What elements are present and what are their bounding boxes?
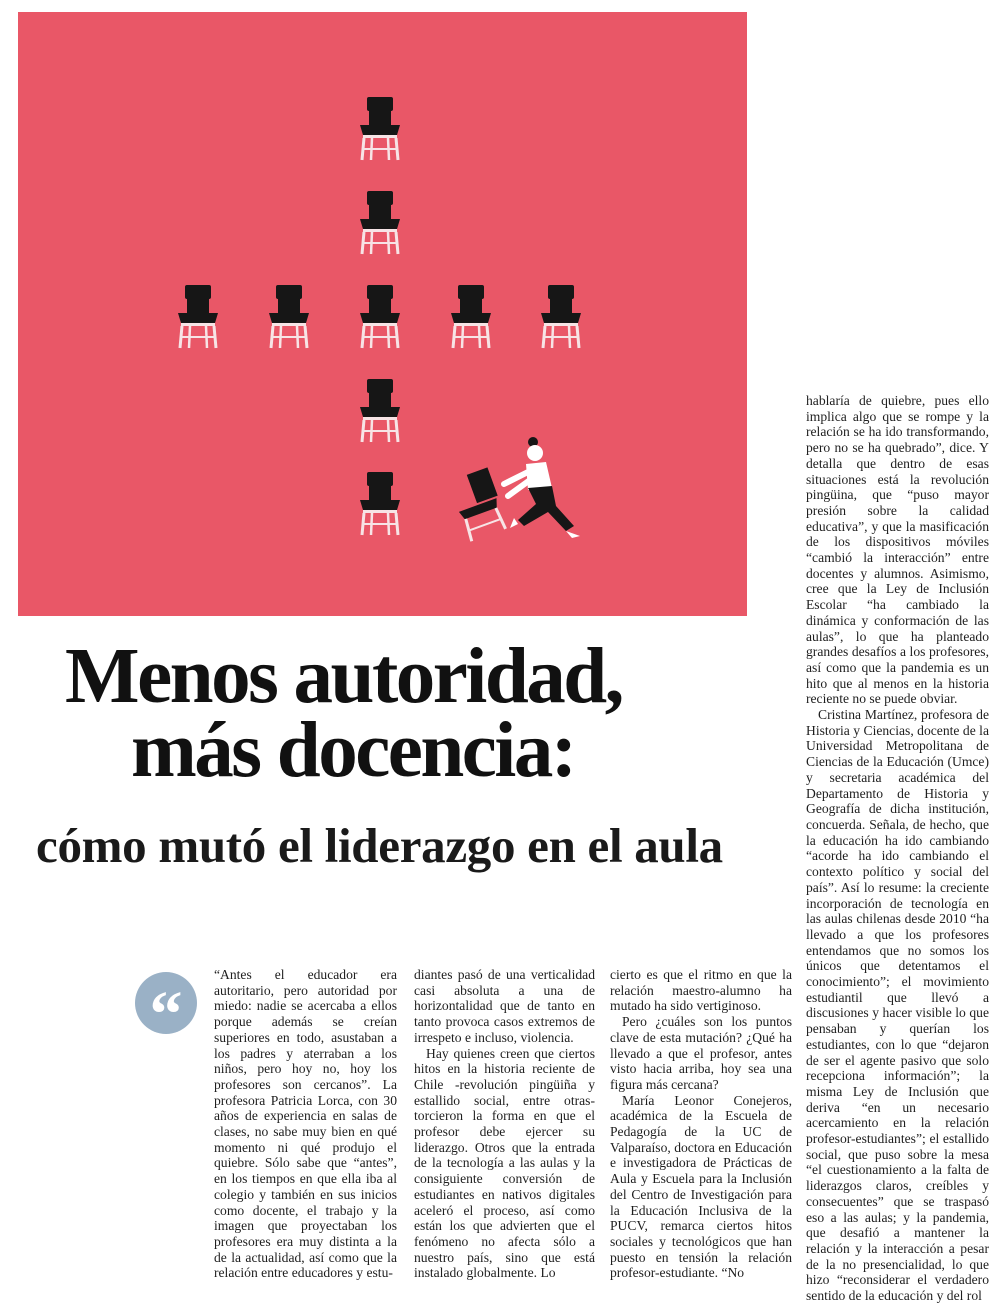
article-column-2 [414,967,595,1281]
chair-icon [360,379,400,442]
chair-icon [178,285,218,348]
quote-mark-icon: “ [135,972,197,1034]
illustration-chairs [18,12,747,616]
person-pushing-chair-icon [504,437,580,538]
headline-line-2: más docencia: [131,707,575,794]
article-column-1 [214,967,397,1281]
paragraph: diantes pasó de una verticalidad casi absoluta a una de horizontalidad que de tanto en tanto provoca casos extremos de irrespeto e incluso, violencia. [414,967,595,1045]
chair-icon [360,285,400,348]
chairs-graphic [18,12,747,616]
chair-icon [451,285,491,348]
headline-line-1: Menos autoridad, [65,633,622,720]
article-column-4 [806,393,989,1304]
paragraph: Cristina Martínez, profesora de Historia y Ciencias, docente de la Universidad Metropolitana de Ciencias de la Educación (Umce) y secretaria académica del Departamento de Historia y Geografía de dicha institución, concuerda. Señala, de hecho, que la educación ha ido cambiando “acorde ha ido cambiando el contexto político y social del país”. Así lo resume: la creciente incorporación de tecnología en las aulas chilenas desde 2010 “ha llevado a que los profesores entendamos que no somos los únicos que detentamos el conocimiento”; el movimiento estudiantil que llevó a discusiones y hacer visible lo que pensaban y querían los estudiantes, con lo que “dejaron de ser el agente pasivo que solo recepciona información”; la misma Ley de Inclusión que deriva “en un necesario acercamiento en la relación profesor-estudiantes”; el estallido social, que puso sobre la mesa “el cuestionamiento a la falta de liderazgos claros, creíbles y consecuentes” que se traspasó eso a las aulas; y la pandemia, que desafió a mantener la relación y la interacción a pesar de la no presencialidad, lo que hizo “reconsiderar el verdadero sentido de la educación y del rol [806,707,989,1304]
chair-icon [541,285,581,348]
headline [65,633,765,794]
paragraph: cierto es que el ritmo en que la relación maestro-alumno ha mutado ha sido vertiginoso. [610,967,792,1014]
chair-icon [360,472,400,535]
chair-icon [360,97,400,160]
article-column-3 [610,967,792,1281]
chair-icon [360,191,400,254]
paragraph: Pero ¿cuáles son los puntos clave de esta mutación? ¿Qué ha llevado a que el profesor, antes visto hacia arriba, hoy sea una figura más cercana? [610,1014,792,1092]
paragraph: “Antes el educador era autoritario, pero autoridad por miedo: nadie se acercaba a ellos porque además se creían superiores en todo, asustaban a los padres y aterraban a los niños, pero hoy no, hoy los profesores son cercanos”. La profesora Patricia Lorca, con 30 años de experiencia en salas de clases, no sabe muy bien en qué momento ni qué produjo el quiebre. Sólo sabe que “antes”, en los tiempos en que ella iba al colegio y también en sus inicios como docente, el trabajo y la imagen que proyectaban los profesores era muy distinta a la de la actualidad, así como que la relación entre educadores y estu- [214,967,397,1281]
paragraph: hablaría de quiebre, pues ello implica algo que se rompe y la relación se ha ido transformando, pero no se ha quebrado”, dice. Y detalla que dentro de esas situaciones está la revolución pingüina, que “puso mayor presión sobre la calidad educativa”, y que la masificación de los dispositivos móviles “cambió la interacción” entre docentes y alumnos. Asimismo, cree que la Ley de Inclusión Escolar “ha cambiado la dinámica y conformación de las aulas”, lo que ha planteado grandes desafíos a los profesores, así como que la pandemia es un hito que al menos en la historia reciente no se puede obviar. [806,393,989,707]
chair-icon [269,285,309,348]
paragraph: María Leonor Conejeros, académica de la Escuela de Pedagogía de la UC de Valparaíso, doctora en Educación e investigadora de Prácticas de Aula y Escuela para la Inclusión del Centro de Investigación para la Educación Inclusiva de la PUCV, remarca ciertos hitos sociales y tecnológicos que han puesto en tensión la relación profesor-estudiante. “No [610,1092,792,1281]
subheadline: cómo mutó el liderazgo en el aula [36,818,723,873]
tilted-chair-icon [448,467,509,542]
paragraph: Hay quienes creen que ciertos hitos en la historia reciente de Chile -revolución pingüiña y estallido social, entre otras- torcieron la forma en que el profesor debe ejercer su liderazgo. Otros que la entrada de la tecnología a las aulas y la consiguiente conversión de estudiantes en nativos digitales aceleró el proceso, así como están los que advierten que el fenómeno no afecta sólo a nuestro país, sino que está instalado globalmente. Lo [414,1045,595,1281]
